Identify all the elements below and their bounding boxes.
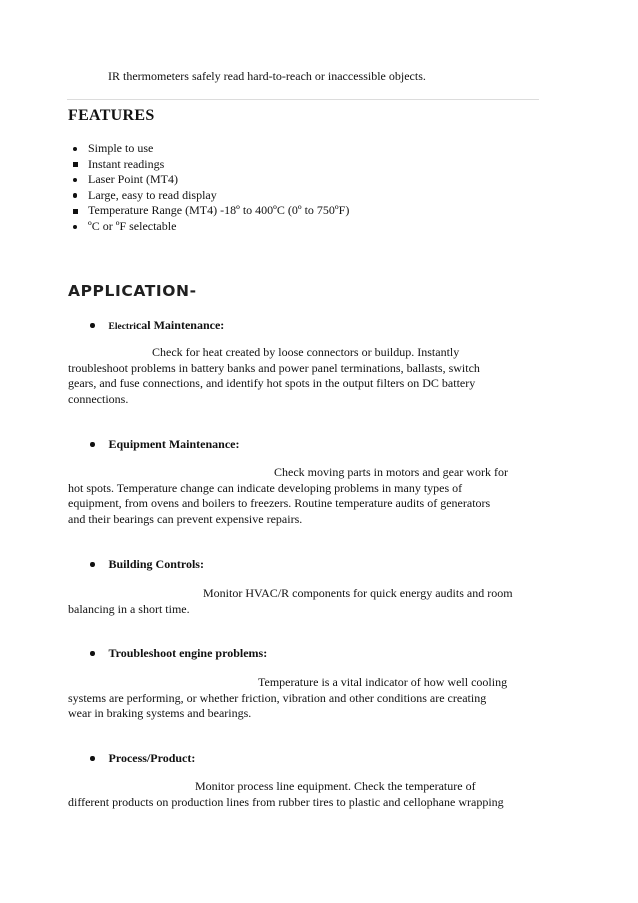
features-list xyxy=(68,141,349,235)
bullet-square-icon xyxy=(73,209,78,214)
bullet-dot-icon xyxy=(73,193,78,198)
section-body-equipment: Check moving parts in motors and gear work for hot spots. Temperature change can indicate developing problems in many types of equipment, from ovens and boilers to freezers. Routine temperature audits of generators and their bearings can prevent expensive repairs. xyxy=(68,465,508,526)
section-body-engine: Temperature is a vital indicator of how well cooling systems are performing, or whether friction, vibration and other conditions are creating wear in braking systems and bearings. xyxy=(68,675,508,721)
list-item: Temperature Range (MT4) -18º to 400ºC (0º to 750ºF) xyxy=(68,203,349,219)
bullet-dot-icon xyxy=(90,562,95,567)
list-item: ºC or ºF selectable xyxy=(68,219,349,235)
section-body-electrical: Check for heat created by loose connectors or buildup. Instantly troubleshoot problems in battery banks and power panel terminations, ballasts, switch gears, and fuse connections, and identify hot spots in the output filters on DC battery connections. xyxy=(68,345,480,406)
list-item: Simple to use xyxy=(68,141,349,157)
section-heading-process: Process/Product: xyxy=(90,751,195,766)
section-heading-building: Building Controls: xyxy=(90,557,204,572)
list-item: Instant readings xyxy=(68,157,349,173)
divider xyxy=(67,99,539,100)
bullet-dot-icon xyxy=(90,651,95,656)
section-heading-engine: Troubleshoot engine problems: xyxy=(90,646,267,661)
bullet-dot-icon xyxy=(73,178,78,183)
bullet-dot-icon xyxy=(90,323,95,328)
bullet-dot-icon xyxy=(90,442,95,447)
bullet-dot-icon xyxy=(73,147,78,152)
section-heading-electrical: Electrical Maintenance: xyxy=(90,318,224,333)
section-heading-equipment: Equipment Maintenance: xyxy=(90,437,240,452)
list-item: Large, easy to read display xyxy=(68,188,349,204)
application-heading: APPLICATION- xyxy=(68,282,197,300)
bullet-dot-icon xyxy=(73,225,78,230)
bullet-square-icon xyxy=(73,162,78,167)
section-body-building: Monitor HVAC/R components for quick energy audits and room balancing in a short time. xyxy=(68,586,513,616)
section-body-process: Monitor process line equipment. Check the temperature of different products on production lines from rubber tires to plastic and cellophane wrapping xyxy=(68,779,504,809)
features-heading: FEATURES xyxy=(68,107,155,124)
list-item: Laser Point (MT4) xyxy=(68,172,349,188)
intro-text: IR thermometers safely read hard-to-reach or inaccessible objects. xyxy=(108,69,426,83)
bullet-dot-icon xyxy=(90,756,95,761)
